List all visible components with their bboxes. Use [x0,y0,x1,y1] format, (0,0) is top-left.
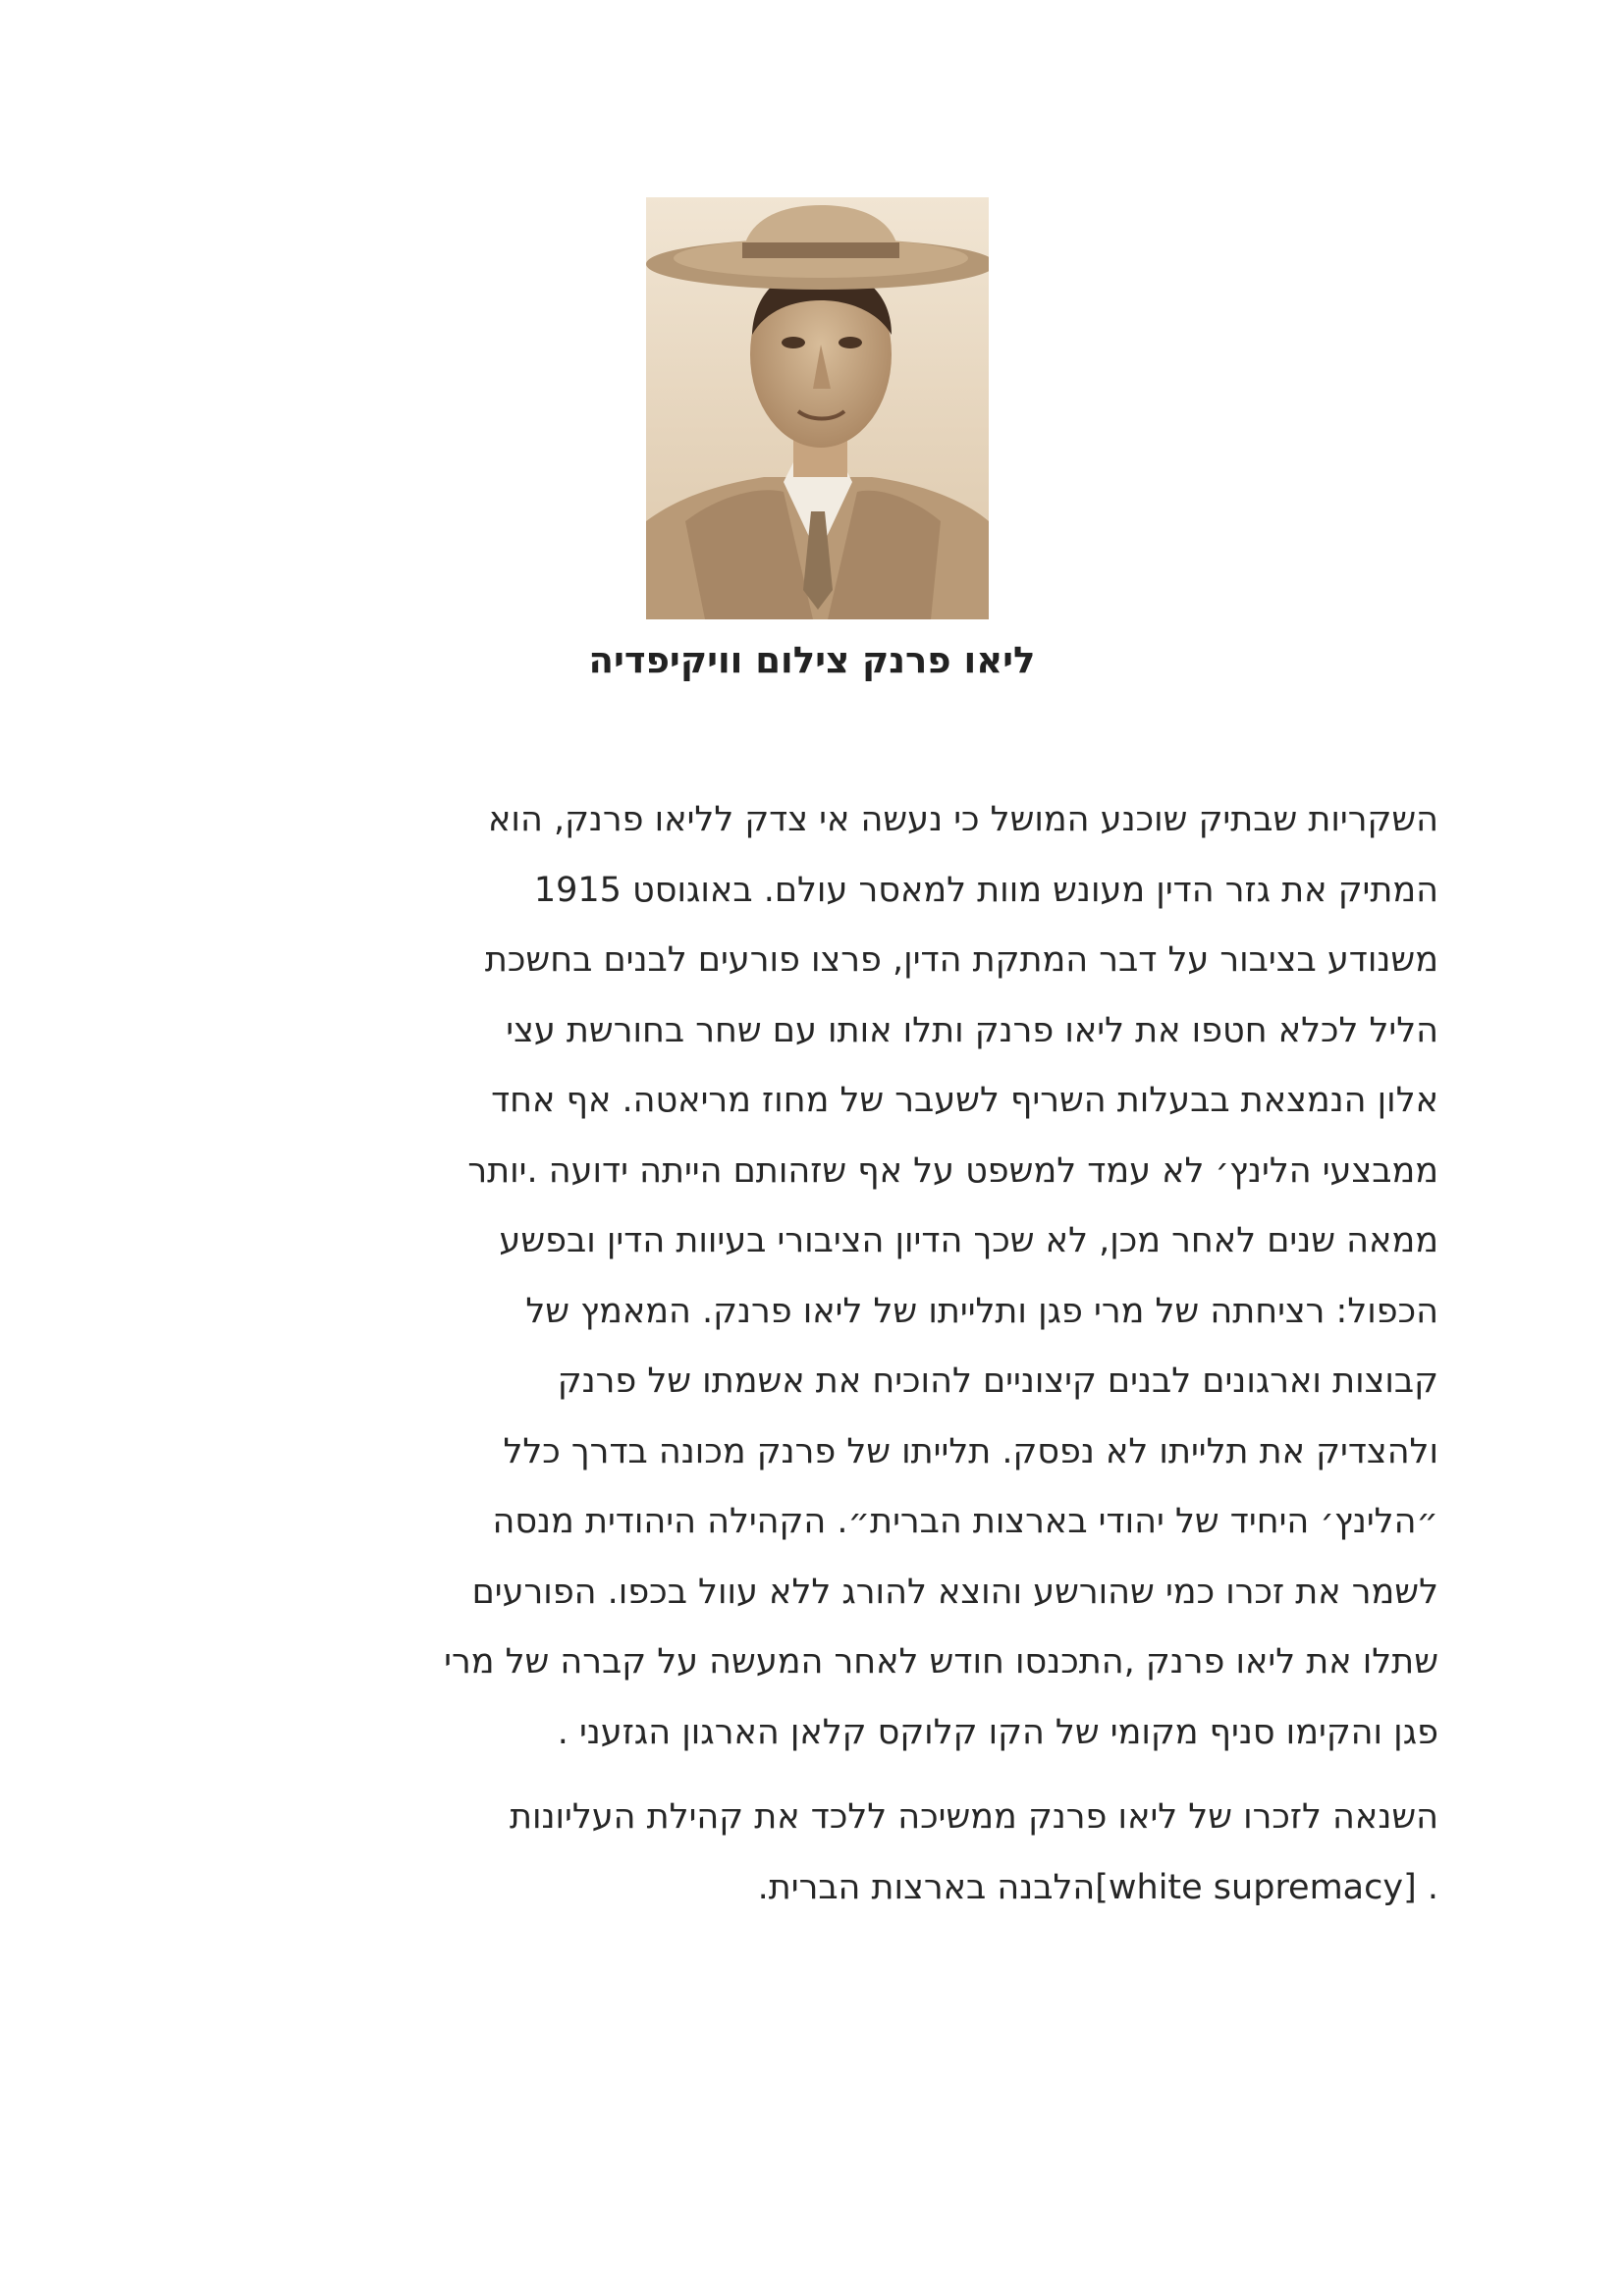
paragraph-1 [226,785,1438,1768]
text-line: ממאה שנים לאחר מכן, לא שכך הדיון הציבורי בעיוות הדין ובפשע [499,1221,1438,1260]
photo-caption: ליאו פרנק צילום וויקיפדיה [588,639,1036,681]
text-line: ״הלינץ׳ היחיד של יהודי בארצות הברית״. הקהילה היהודית מנסה [492,1502,1438,1541]
text-line: הליל לכלא חטפו את ליאו פרנק ותלו אותו עם שחר בחורשת עצי [506,1010,1438,1050]
text-line: משנודע בציבור על דבר המתקת הדין, פרצו פורעים לבנים בחשכת [484,940,1438,980]
paragraph-gap [226,1768,1438,1783]
text-line: השנאה לזכרו של ליאו פרנק ממשיכה ללכד את קהילת העליונות [509,1797,1438,1837]
text-line: הכפול: רציחתה של מרי פגן ותלייתו של ליאו פרנק. המאמץ של [525,1291,1438,1331]
text-line: שתלו את ליאו פרנק ,התכנסו חודש לאחר המעשה על קברה של מרי [444,1642,1438,1682]
text-line: אלון הנמצאת בבעלות השריף לשעבר של מחוז מריאטה. אף אחד [491,1081,1438,1120]
text-line: פגן והקימו סניף מקומי של הקו קלוקס קלאן הארגון הגזעני . [557,1712,1438,1752]
text-line: קבוצות וארגונים לבנים קיצוניים להוכיח את אשמתו של פרנק [557,1362,1438,1401]
text-line: ממבצעי הלינץ׳ לא עמד למשפט על אף שזהותם הייתה ידועה .יותר [467,1150,1438,1191]
text-line: . [white supremacy]הלבנה בארצות הברית. [757,1867,1438,1907]
paragraph-2 [226,1783,1438,1923]
text-line: השקריות שבתיק שוכנע המושל כי נעשה אי צדק לליאו פרנק, הוא [488,800,1438,839]
portrait-illustration [646,197,989,619]
portrait-photo [646,197,989,619]
text-line: ולהצדיק את תלייתו לא נפסק. תלייתו של פרנק מכונה בדרך כלל [503,1431,1438,1471]
text-line: המתיק את גזר הדין מעונש מוות למאסר עולם. באוגוסט 1915 [533,870,1438,910]
text-line: לשמר את זכרו כמי שהורשע והוצא להורג ללא עוול בכפו. הפורעים [471,1572,1438,1612]
article-body [226,785,1438,1923]
